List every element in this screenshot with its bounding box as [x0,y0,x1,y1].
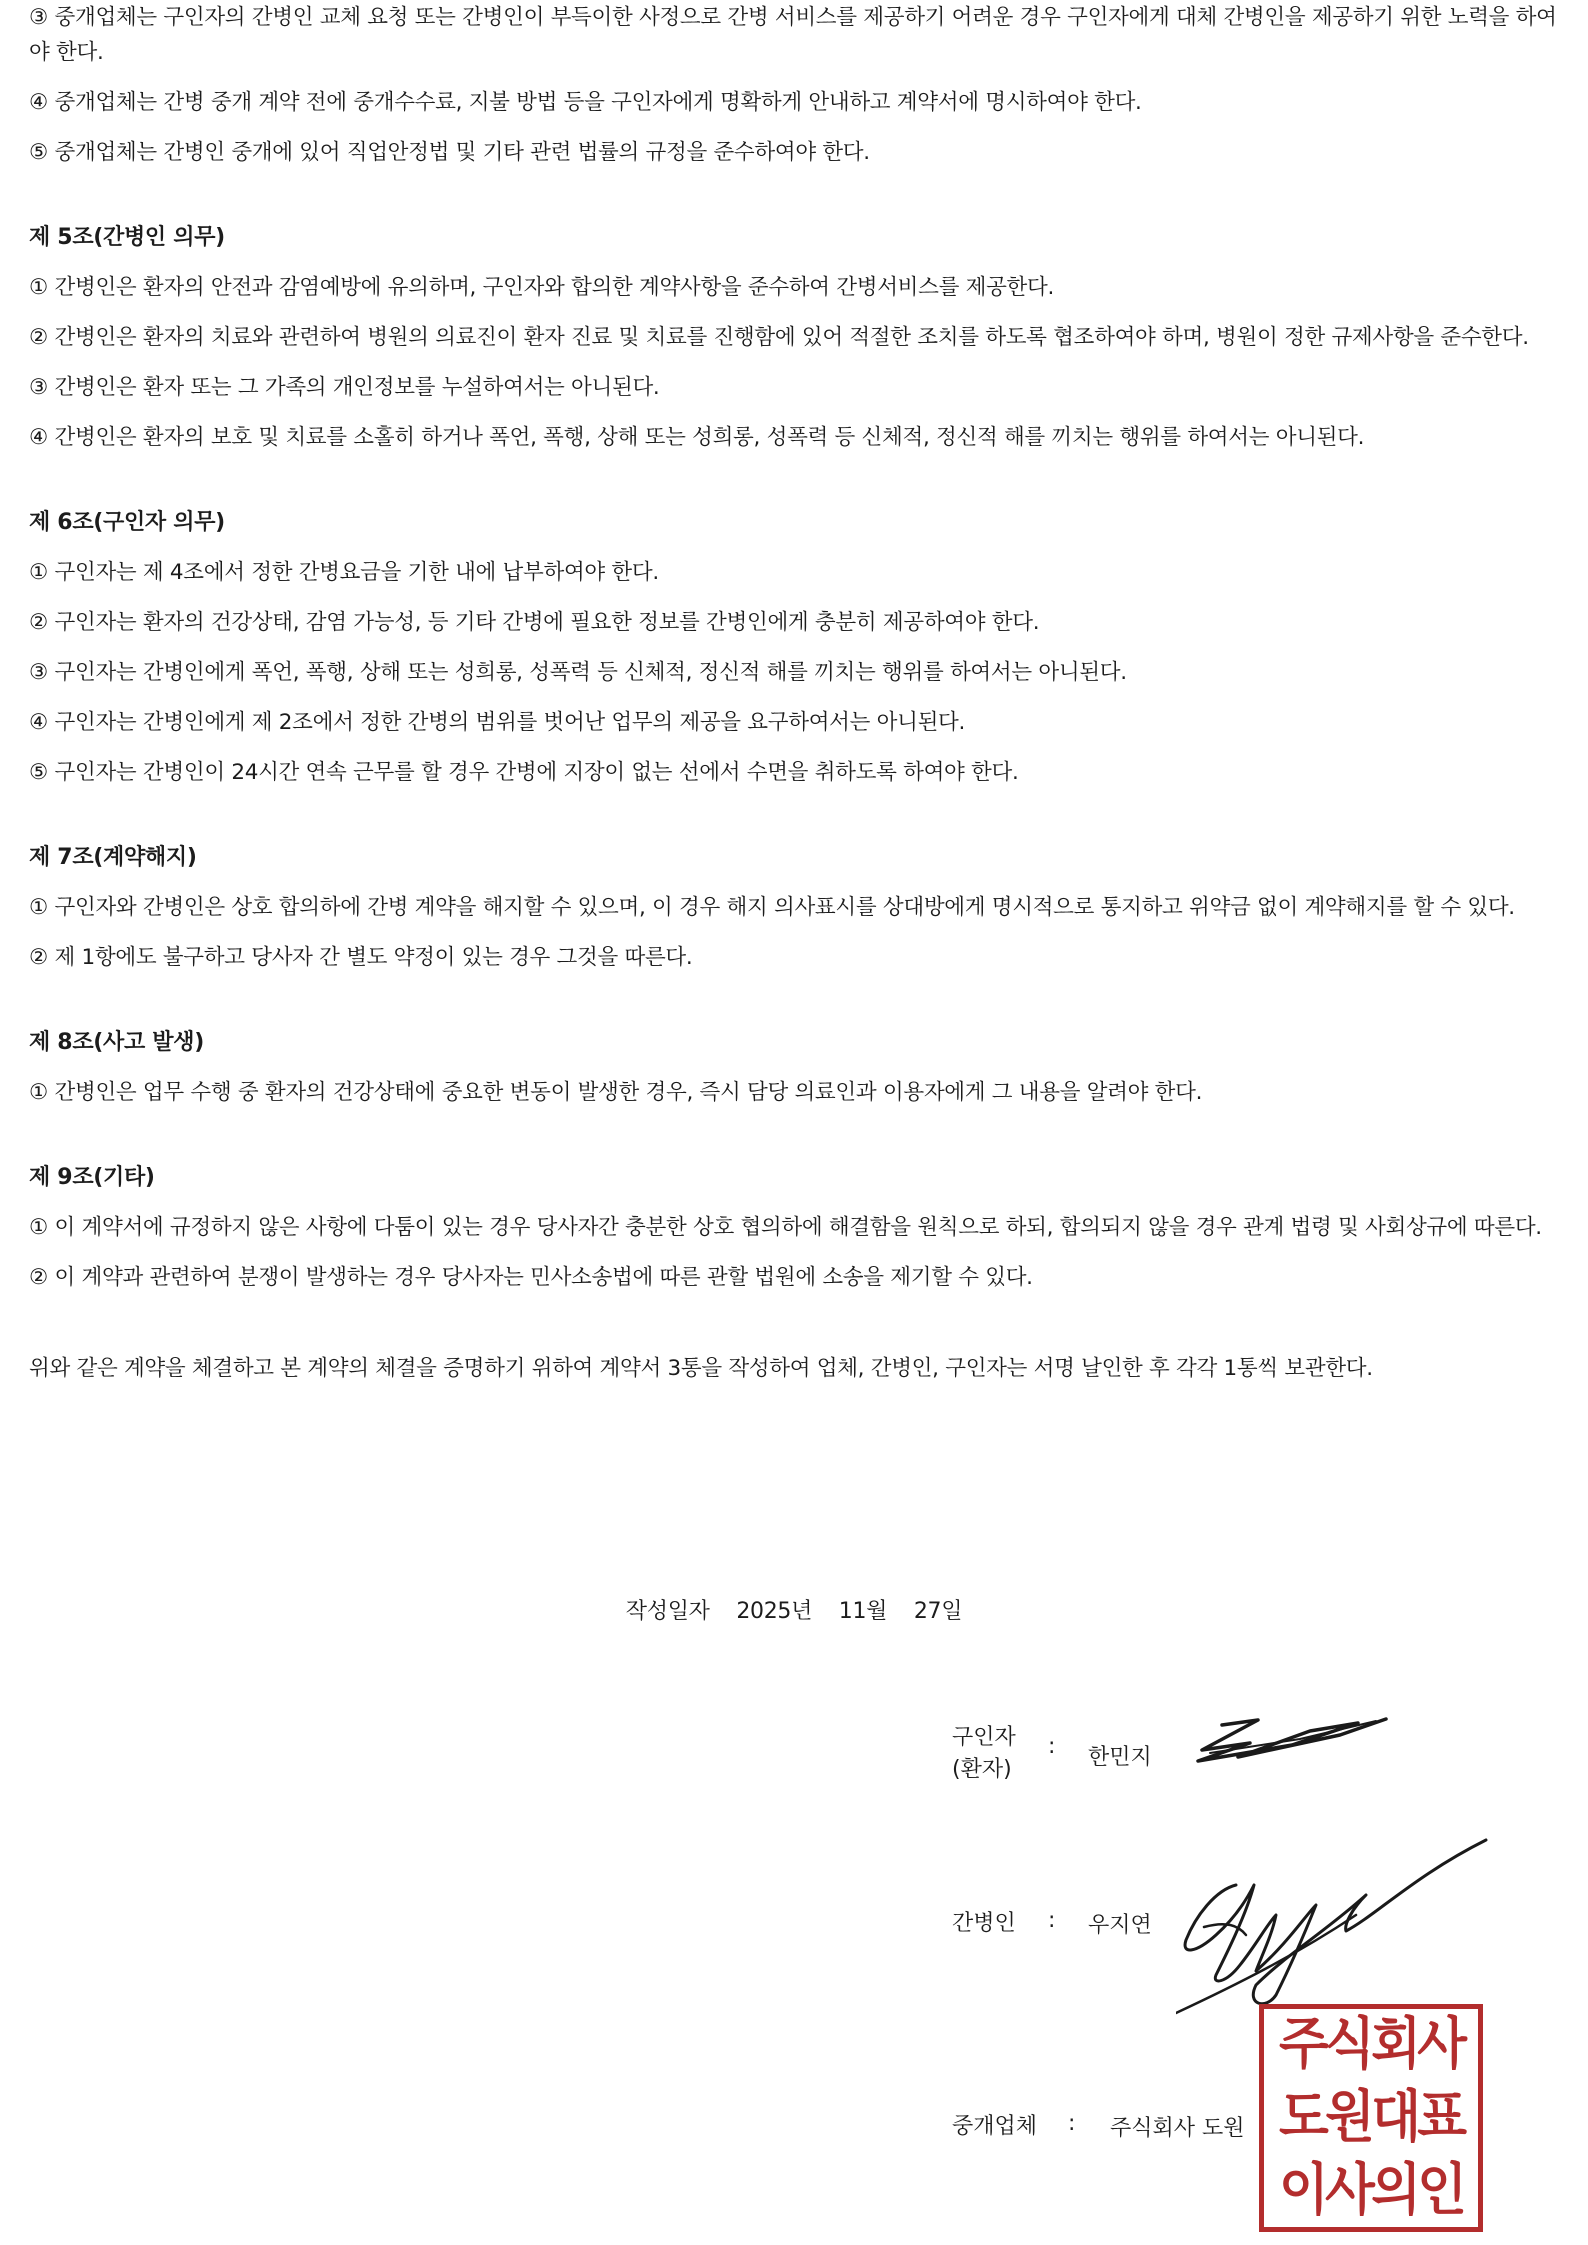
caregiver-colon: : [1048,1908,1056,1933]
clause-5-item-2: ② 간병인은 환자의 치료와 관련하여 병원의 의료진이 환자 진료 및 치료를 진행함에 있어 적절한 조치를 하도록 협조하여야 하며, 병원이 정한 규제사항을 준수한다. [29,325,1529,350]
clause-5-title: 제 5조(간병인 의무) [29,225,225,250]
client-role [952,1722,1016,1786]
agency-role: 중개업체 [952,2114,1038,2139]
caregiver-role: 간병인 [952,1911,1016,1936]
clause-5-item-4: ④ 간병인은 환자의 보호 및 치료를 소홀히 하거나 폭언, 폭행, 상해 또는 성희롱, 성폭력 등 신체적, 정신적 해를 끼치는 행위를 하여서는 아니된다. [29,425,1365,450]
clause-5 [29,222,1569,455]
clause-5-item-1: ① 간병인은 환자의 안전과 감염예방에 유의하며, 구인자와 합의한 계약사항을 준수하여 간병서비스를 제공한다. [29,275,1055,300]
date-label: 작성일자 [625,1599,710,1624]
clause-9-title: 제 9조(기타) [29,1165,155,1190]
date-year: 2025년 [736,1599,813,1624]
clause-7-title: 제 7조(계약해지) [29,845,197,870]
client-colon: : [1048,1734,1056,1759]
seal-row-1: 주식회사 [1278,2012,1464,2078]
clause-9 [29,1162,1569,1295]
clause-6-item-5: ⑤ 구인자는 간병인이 24시간 연속 근무를 할 경우 간병에 지장이 없는 선에서 수면을 취하도록 하여야 한다. [29,760,1019,785]
clause-9-item-2: ② 이 계약과 관련하여 분쟁이 발생하는 경우 당사자는 민사소송법에 따른 관할 법원에 소송을 제기할 수 있다. [29,1265,1033,1290]
clause-5-item-3: ③ 간병인은 환자 또는 그 가족의 개인정보를 누설하여서는 아니된다. [29,375,660,400]
clause-4-item-3: ③ 중개업체는 구인자의 간병인 교체 요청 또는 간병인이 부득이한 사정으로 간병 서비스를 제공하기 어려운 경우 구인자에게 대체 간병인을 제공하기 위한 노력을 하여야 한다. [29,5,1557,65]
clause-7-item-2: ② 제 1항에도 불구하고 당사자 간 별도 약정이 있는 경우 그것을 따른다. [29,945,693,970]
client-role-line1: 구인자 [952,1725,1016,1750]
clause-6-item-3: ③ 구인자는 간병인에게 폭언, 폭행, 상해 또는 성희롱, 성폭력 등 신체적, 정신적 해를 끼치는 행위를 하여서는 아니된다. [29,660,1127,685]
date-line [0,1594,1588,1625]
clause-8 [29,1027,1569,1110]
clause-6 [29,507,1569,790]
date-day: 27일 [913,1599,963,1624]
clause-8-item-1: ① 간병인은 업무 수행 중 환자의 건강상태에 중요한 변동이 발생한 경우, 즉시 담당 의료인과 이용자에게 그 내용을 알려야 한다. [29,1080,1203,1105]
closing-statement: 위와 같은 계약을 체결하고 본 계약의 체결을 증명하기 위하여 계약서 3통을 작성하여 업체, 간병인, 구인자는 서명 날인한 후 각각 1통씩 보관한다. [29,1356,1373,1381]
seal-row-2: 도원대표 [1278,2084,1464,2150]
client-signature [1180,1705,1400,1775]
clause-7 [29,842,1569,975]
clause-6-item-4: ④ 구인자는 간병인에게 제 2조에서 정한 간병의 범위를 벗어난 업무의 제공을 요구하여서는 아니된다. [29,710,966,735]
seal-row-3: 이사의인 [1278,2157,1464,2223]
date-month: 11월 [838,1599,888,1624]
client-name: 한민지 [1088,1745,1152,1770]
clause-8-title: 제 8조(사고 발생) [29,1030,204,1055]
clause-9-item-1: ① 이 계약서에 규정하지 않은 사항에 다툼이 있는 경우 당사자간 충분한 상호 협의하에 해결함을 원칙으로 하되, 합의되지 않을 경우 관계 법령 및 사회상규에 따른다. [29,1215,1542,1240]
contract-document [29,0,1569,1401]
clause-4-item-4: ④ 중개업체는 간병 중개 계약 전에 중개수수료, 지불 방법 등을 구인자에게 명확하게 안내하고 계약서에 명시하여야 한다. [29,90,1142,115]
clause-6-title: 제 6조(구인자 의무) [29,510,225,535]
clause-4-continued [29,0,1569,170]
agency-name: 주식회사 도원 [1110,2116,1245,2141]
clause-6-item-1: ① 구인자는 제 4조에서 정한 간병요금을 기한 내에 납부하여야 한다. [29,560,659,585]
company-seal [1259,2004,1483,2232]
caregiver-name: 우지연 [1088,1913,1152,1938]
clause-6-item-2: ② 구인자는 환자의 건강상태, 감염 가능성, 등 기타 간병에 필요한 정보를 간병인에게 충분히 제공하여야 한다. [29,610,1040,635]
clause-7-item-1: ① 구인자와 간병인은 상호 합의하에 간병 계약을 해지할 수 있으며, 이 경우 해지 의사표시를 상대방에게 명시적으로 통지하고 위약금 없이 계약해지를 할 수 있다. [29,895,1515,920]
client-role-line2: (환자) [952,1757,1012,1782]
clause-4-item-5: ⑤ 중개업체는 간병인 중개에 있어 직업안정법 및 기타 관련 법률의 규정을 준수하여야 한다. [29,140,870,165]
caregiver-signature [1176,1835,1496,2015]
agency-colon: : [1068,2111,1076,2136]
